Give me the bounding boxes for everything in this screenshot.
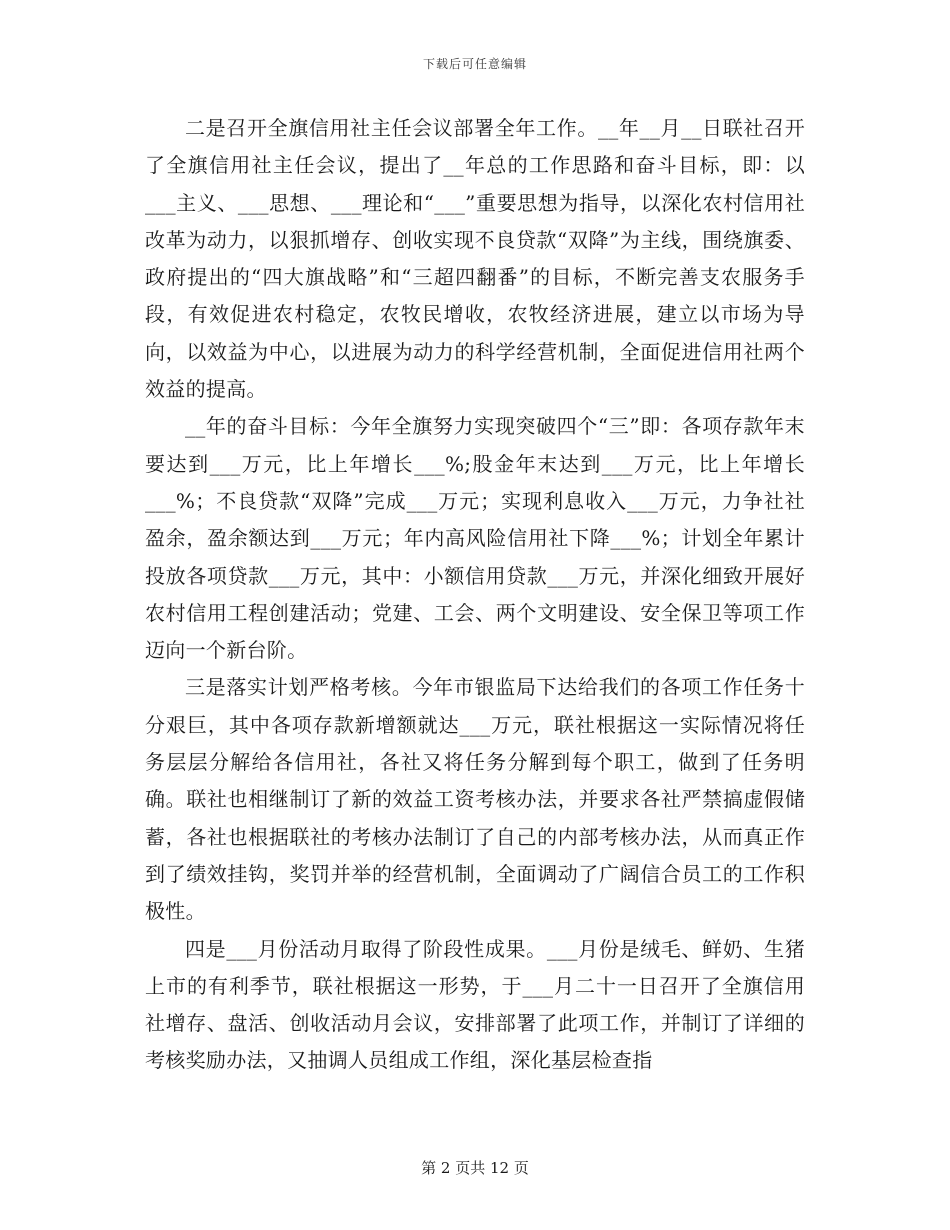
document-body — [145, 110, 805, 1080]
page-number: 第 2 页共 12 页 — [421, 1159, 529, 1177]
paragraph-assessment: 三是落实计划严格考核。今年市银监局下达给我们的各项工作任务十分艰巨，其中各项存款新增额就达___万元，联社根据这一实际情况将任务层层分解给各信用社，各社又将任务分解到每个职工，做到了任务明确。联社也相继制订了新的效益工资考核办法，并要求各社严禁搞虚假储蓄，各社也根据联社的考核办法制订了自己的内部考核办法，从而真正作到了绩效挂钩，奖罚并举的经营机制，全面调动了广阔信合员工的工作积极性。 — [145, 675, 805, 924]
paragraph-activity-month: 四是___月份活动月取得了阶段性成果。___月份是绒毛、鲜奶、生猪上市的有利季节，联社根据这一形势，于___月二十一日召开了全旗信用社增存、盘活、创收活动月会议，安排部署了此项工作，并制订了详细的考核奖励办法，又抽调人员组成工作组，深化基层检查指 — [145, 936, 805, 1073]
paragraph-annual-goals: __年的奋斗目标：今年全旗努力实现突破四个“三”即：各项存款年末要达到___万元，比上年增长___%;股金年末达到___万元，比上年增长___%；不良贷款“双降”完成___万元；实现利息收入___万元，力争社社盈余，盈余额达到___万元；年内高风险信用社下降___%；计划全年累计投放各项贷款___万元，其中：小额信用贷款___万元，并深化细致开展好农村信用工程创建活动；党建、工会、两个文明建设、安全保卫等项工作迈向一个新台阶。 — [145, 414, 805, 663]
paragraph-work-deployment: 二是召开全旗信用社主任会议部署全年工作。__年__月__日联社召开了全旗信用社主任会议，提出了__年总的工作思路和奋斗目标，即：以___主义、___思想、___理论和“___”重要思想为指导，以深化农村信用社改革为动力，以狠抓增存、创收实现不良贷款“双降”为主线，围绕旗委、政府提出的“四大旗战略”和“三超四翻番”的目标，不断完善支农服务手段，有效促进农村稳定，农牧民增收，农牧经济进展，建立以市场为导向，以效益为中心，以进展为动力的科学经营机制，全面促进信用社两个效益的提高。 — [145, 116, 805, 402]
page-header: 下载后可任意编辑 — [422, 57, 527, 71]
